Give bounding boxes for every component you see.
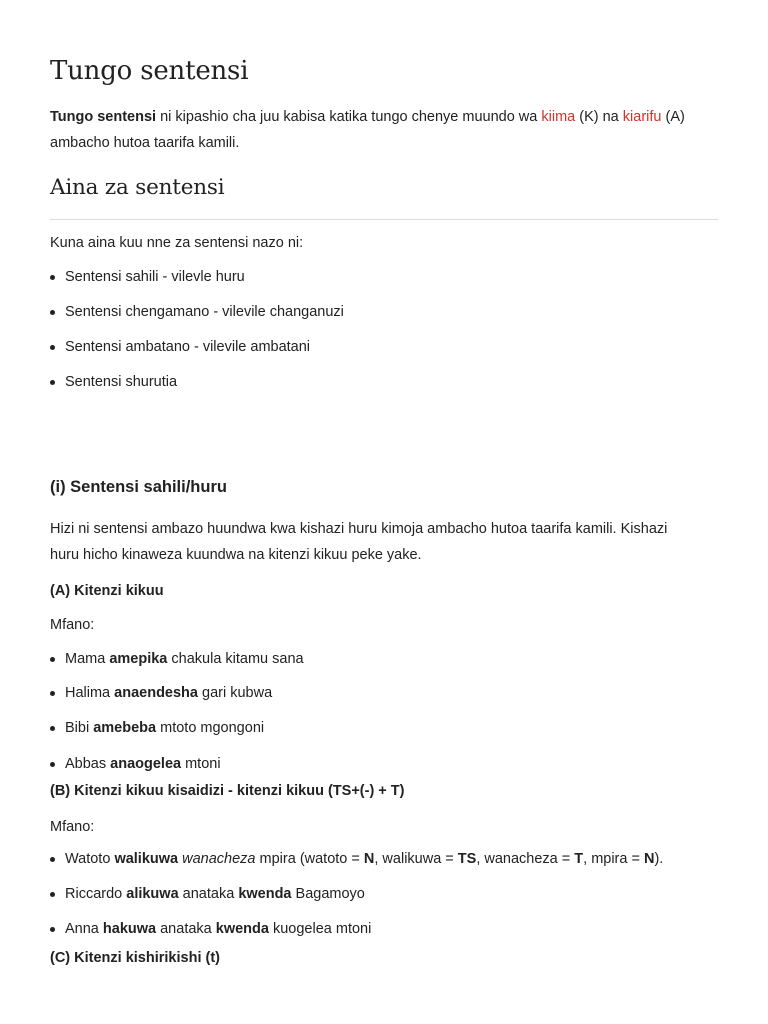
part-c-label: (C) Kitenzi kishirikishi (t)	[50, 950, 220, 966]
bullet-icon	[50, 657, 55, 662]
part-b-label: (B) Kitenzi kikuu kisaidizi - kitenzi kikuu (TS+(-) + T)	[50, 783, 405, 799]
kiima-link[interactable]: kiima	[541, 109, 576, 125]
bullet-icon	[50, 927, 55, 932]
bullet-icon	[50, 762, 55, 767]
section-intro: Kuna aina kuu nne za sentensi nazo ni:	[50, 235, 304, 251]
bullet-icon	[50, 857, 55, 862]
bullet-icon	[50, 380, 55, 385]
bullet-icon	[50, 275, 55, 280]
intro-paragraph	[50, 104, 720, 156]
intro-text-line2: ambacho hutoa taarifa kamili.	[50, 135, 240, 151]
section-divider	[50, 219, 718, 220]
article-page: Tungo sentensi Tungo sentensi ni kipashio cha juu kabisa katika tungo chenye muundo wa kiima (K) na kiarifu (A) ambacho hutoa taarifa kamili. Aina za sentensi Kuna aina kuu nne za sentensi nazo ni: Sentensi sahili - vilevle huru Sentensi chengamano - vilevile changanuzi Sentensi ambatano - vilevile ambatani Sentensi shurutia (i) Sentensi sahili/huru Hizi ni sentensi ambazo huundwa kwa kishazi huru kimoja ambacho hutoa taarifa kamili. Kishazi huru hicho kinaweza kuundwa na kitenzi kikuu peke yake. (A) Kitenzi kikuu Mfano: Mama amepika chakula kitamu sana Halima anaendesha gari kubwa Bibi amebeba mtoto mgongoni Abbas anaogelea mtoni (B) Kitenzi kikuu kisaidizi - kitenzi kikuu (TS+(-) + T) Mfano: Watoto walikuwa wanacheza mpira (watoto = N, walikuwa = TS, wanacheza = T, mpira = N). Riccardo alikuwa anataka kwenda Bagamoyo Anna hakuwa anataka kwenda kuogelea mtoni (C) Kitenzi kishirikishi (t)	[0, 0, 768, 1024]
bullet-icon	[50, 691, 55, 696]
part-a-label: (A) Kitenzi kikuu	[50, 583, 164, 599]
sahili-paragraph: Hizi ni sentensi ambazo huundwa kwa kishazi huru kimoja ambacho hutoa taarifa kamili. Kishazi huru hicho kinaweza kuundwa na kitenzi kikuu peke yake.	[50, 521, 668, 563]
bullet-icon	[50, 345, 55, 350]
mfano-label: Mfano:	[50, 617, 95, 633]
subsection-heading-sahili: (i) Sentensi sahili/huru	[50, 478, 227, 496]
intro-text-3: (A)	[661, 109, 685, 125]
intro-bold-term: Tungo sentensi	[50, 109, 157, 125]
intro-text-1: ni kipashio cha juu kabisa katika tungo chenye muundo wa	[156, 109, 542, 125]
mfano-label: Mfano:	[50, 819, 95, 835]
bullet-icon	[50, 310, 55, 315]
section-heading: Aina za sentensi	[50, 175, 225, 200]
kiarifu-link[interactable]: kiarifu	[622, 109, 662, 125]
bullet-icon	[50, 892, 55, 897]
page-title: Tungo sentensi	[50, 56, 249, 86]
intro-text-2: (K) na	[575, 109, 623, 125]
bullet-icon	[50, 726, 55, 731]
